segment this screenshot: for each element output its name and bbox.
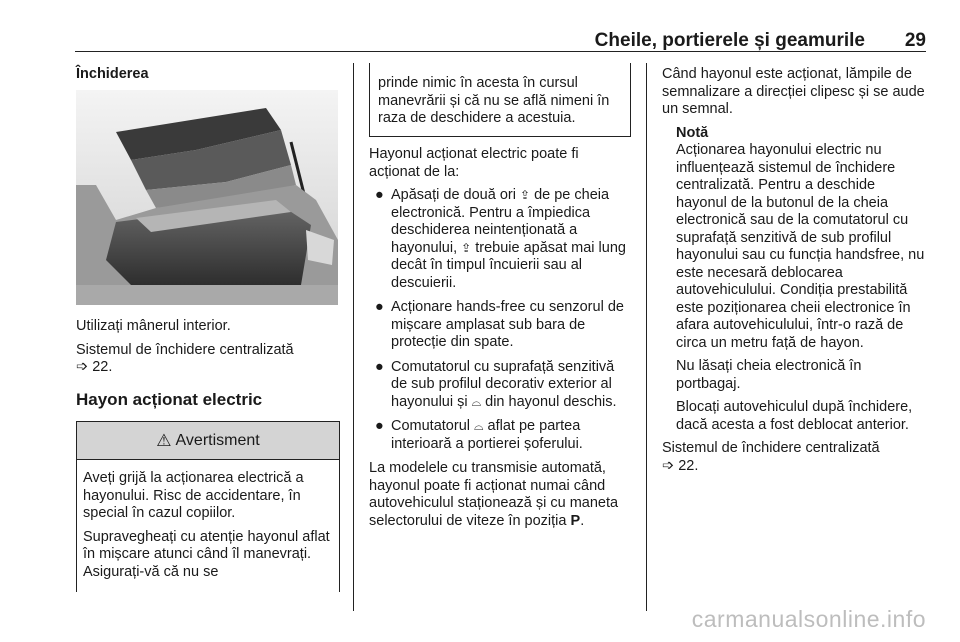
section-heading-power-tailgate: Hayon acționat electric: [76, 389, 263, 409]
warning-title: Avertisment: [175, 431, 260, 449]
warning-triangle-icon: ⚠: [156, 430, 172, 450]
watermark-text: carmanualsonline.info: [691, 606, 926, 632]
central-lock-text: Sistemul de închidere centralizată: [76, 341, 294, 358]
warning-header: [77, 422, 339, 460]
paragraph-central-lock-ref: [76, 342, 338, 377]
list-item: ● Comutatorul ⌓ aflat pe partea interioară a portierei șoferului.: [375, 418, 583, 452]
tailgate-switch-icon: ⌓: [471, 394, 482, 409]
note-paragraph-1: Acționarea hayonului electric nu influențează sistemul de închidere centralizată. Pentru a deschide hayonul de la butonul de la cheia electronică sau de la comutatorul cu suprafață senzitivă de sub profilul hayonului sau cu funcția handsfree, nu este necesară deblocarea autovehiculului. Condiția prestabilită este poziționarea cheii electronice în afara autovehiculului, într-o rază de circa un metru față de hayon.: [676, 142, 925, 351]
header-rule: [75, 51, 926, 52]
warning-box: [76, 421, 340, 592]
paragraph-automatic-transmission: La modelele cu transmisie automată, hayonul poate fi acționat numai când autovehiculul staționează și cu maneta selectorului de viteze în poziția P.: [369, 460, 619, 529]
column-separator-1: [353, 63, 354, 611]
note-title: Notă: [676, 124, 709, 141]
tailgate-open-photo: [76, 90, 338, 305]
bullet-icon: ●: [375, 418, 384, 434]
tailgate-key-icon: ⇪: [519, 188, 531, 202]
column-3: [662, 66, 928, 481]
column-1: [76, 66, 338, 84]
warning-body: [77, 460, 339, 581]
note-paragraph-3: Blocați autovehiculul după închidere, dacă acesta a fost deblocat anterior.: [676, 399, 913, 433]
central-lock-text: Sistemul de închidere centralizată: [662, 440, 880, 456]
bullet-icon: ●: [375, 299, 384, 315]
operation-list: [369, 187, 633, 453]
warning-continued-text: prinde nimic în acesta în cursul manevrării și că nu se află nimeni în raza de deschidere a acestuia.: [378, 75, 610, 126]
section-heading-closing: Închiderea: [76, 66, 149, 82]
warning-paragraph-1: Aveți grijă la acționarea electrică a hayonului. Risc de accidentare, în special în cazul copiilor.: [83, 470, 304, 521]
note-block: [662, 125, 928, 435]
page-reference-link[interactable]: 22.: [678, 457, 699, 474]
page-reference-link[interactable]: 22.: [92, 359, 113, 375]
page-number: 29: [904, 30, 926, 51]
arrow-xref-icon: ➩: [76, 359, 89, 375]
paragraph-central-lock-ref: [662, 440, 928, 475]
warning-box-continued: [369, 63, 631, 137]
paragraph-operation-intro: Hayonul acționat electric poate fi acționat de la:: [369, 146, 579, 180]
column-1-lower: [76, 318, 338, 408]
bullet-icon: ●: [375, 187, 384, 203]
warning-paragraph-2: Supravegheați cu atenție hayonul aflat în mișcare atunci când îl manevrați. Asigurați-vă că nu se: [83, 528, 330, 580]
list-item: ● Apăsați de două ori ⇪ de pe cheia electronică. Pentru a împiedica deschiderea neintenționată a hayonului, ⇪ trebuie apăsat mai lung decât în timpul încuierii sau al descuierii.: [375, 187, 626, 291]
tailgate-switch-icon: ⌓: [474, 419, 484, 433]
column-separator-2: [646, 63, 647, 611]
column-2: [369, 146, 633, 536]
tailgate-photo-illustration: [76, 90, 338, 305]
paragraph-inner-handle: Utilizați mânerul interior.: [76, 318, 231, 334]
paragraph-indicator-lamps: Când hayonul este acționat, lămpile de semnalizare a direcției clipesc și se aude un semnal.: [662, 66, 925, 117]
list-item: ● Comutatorul cu suprafață senzitivă de sub profilul decorativ exterior al hayonului și ⌓ din hayonul deschis.: [375, 358, 617, 410]
tailgate-key-icon: ⇪: [461, 240, 472, 255]
list-item: ● Acționare hands-free cu senzorul de mișcare amplasat sub bara de protecție din spate.: [375, 299, 624, 350]
bullet-icon: ●: [375, 358, 384, 375]
note-paragraph-2: Nu lăsați cheia electronică în portbagaj.: [676, 358, 862, 392]
page-header-title: Cheile, portierele și geamurile: [594, 30, 865, 51]
arrow-xref-icon: ➩: [662, 457, 675, 474]
